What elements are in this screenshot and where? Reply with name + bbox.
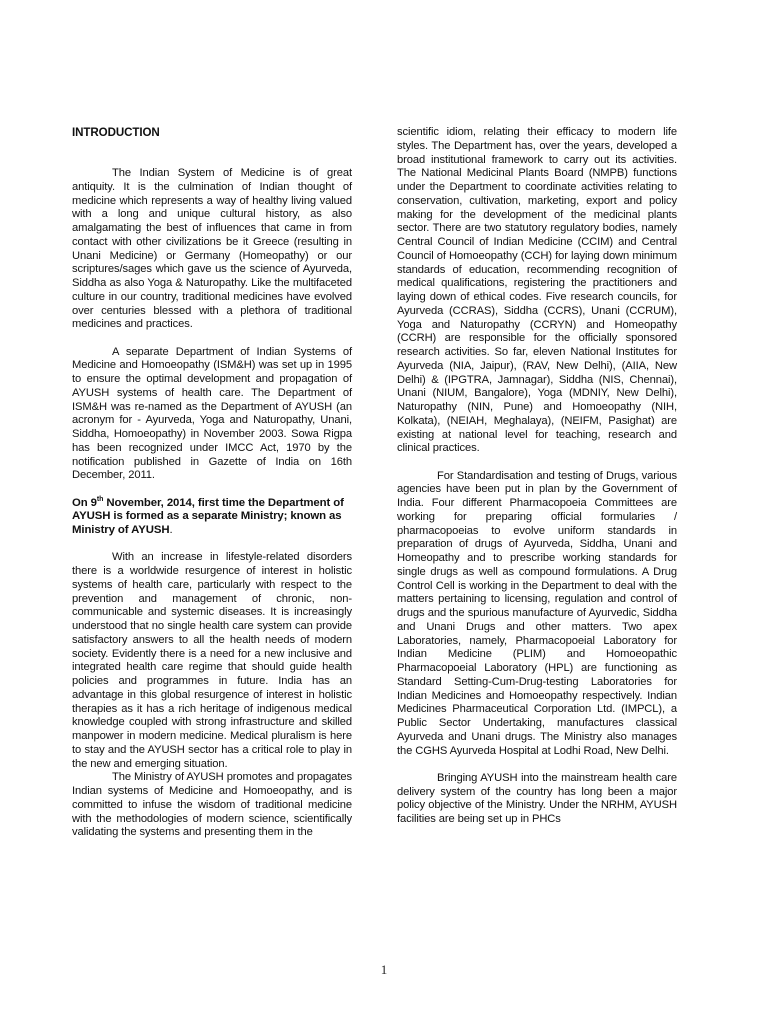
page-number: 1 xyxy=(380,962,388,977)
announcement-prefix: On 9 xyxy=(72,496,97,509)
paragraph-ministry-promotes: The Ministry of AYUSH promotes and propagates Indian systems of Medicine and Homoeopathy, and is committed to infuse the wisdom of traditional medicine with the methodologies of modern science, scientifically validating the systems and presenting them in the xyxy=(72,771,352,839)
paragraph-mainstreaming: Bringing AYUSH into the mainstream health care delivery system of the country has long been a major policy objective of the Ministry. Under the NRHM, AYUSH facilities are being set up in PHCs xyxy=(397,771,677,825)
announcement-body: November, 2014, first time the Department of AYUSH is formed as a separate Ministry; known as Ministry of AYUSH xyxy=(72,496,344,536)
announcement-period: . xyxy=(169,524,173,536)
paragraph-antiquity: The Indian System of Medicine is of great antiquity. It is the culmination of Indian thought of medicine which represents a way of healthy living valued with a long and unique cultural history, as also amalgamating the best of influences that came in from contact with other civilizations be it Greece (resulting in Unani Medicine) or Germany (Homeopathy) or our scriptures/sages which gave us the science of Ayurveda, Siddha as also Yoga & Naturopathy. Like the multifaceted culture in our country, traditional medicines have evolved over centuries blessed with a plethora of traditional medicines and practices. xyxy=(72,167,352,331)
paragraph-department-history: A separate Department of Indian Systems of Medicine and Homoeopathy (ISM&H) was set up in 1995 to ensure the optimal development and propagation of AYUSH systems of health care. The Department of ISM&H was re-named as the Department of AYUSH (an acronym for - Ayurveda, Yoga and Naturopathy, Unani, Siddha, Homoeopathy) in November 2003. Sowa Rigpa has been recognized under IMCC Act, 1970 by the notification published in Gazette of India on 16th December, 2011. xyxy=(72,345,352,482)
paragraph-institutional-framework: scientific idiom, relating their efficacy to modern life styles. The Department has, over the years, developed a broad institutional framework to carry out its activities. The National Medicinal Plants Board (NMPB) functions under the Department to coordinate activities relating to conservation, cultivation, marketing, export and policy making for the development of the medicinal plants sector. There are two statutory regulatory bodies, namely Central Council of Indian Medicine (CCIM) and Central Council of Homoeopathy (CCH) for laying down minimum standards of education, recommending recognition of medical qualifications, registering the practitioners and laying down of ethical codes. Five research councils, for Ayurveda (CCRAS), Siddha (CCRS), Unani (CCRUM), Yoga and Naturopathy (CCRYN) and Homeopathy (CCRH) are responsible for the officially sponsored research activities. So far, eleven National Institutes for Ayurveda (NIA, Jaipur), (RAV, New Delhi), (AIIA, New Delhi) & (IPGTRA, Jamnagar), Siddha (NIS, Chennai), Unani (NIUM, Bangalore), Yoga (MDNIY, New Delhi), Naturopathy (NIN, Pune) and Homoeopathy (NIH, Kolkata), (NEIAH, Meghalaya), (NEIFM, Pasighat) are existing at national level for teaching, research and clinical practices. xyxy=(397,126,677,455)
announcement-superscript: th xyxy=(96,495,104,503)
section-heading: INTRODUCTION xyxy=(72,126,160,139)
paragraph-standardisation: For Standardisation and testing of Drugs, various agencies have been put in plan by the Government of India. Four different Pharmacopoeia Committees are working for preparing official formularies / pharmacopoeias to evolve uniform standards in preparation of drugs of Ayurveda, Siddha, Unani and Homeopathy and to prescribe working standards for single drugs as well as compound formulations. A Drug Control Cell is working in the Department to deal with the matters pertaining to licensing, regulation and control of drugs and the spurious manufacture of Ayurvedic, Siddha and Unani Drugs and other matters. Two apex Laboratories, namely, Pharmacopoeial Laboratory for Indian Medicine (PLIM) and Homoeopathic Pharmacopoeial Laboratory (HPL) are functioning as Standard Setting-Cum-Drug-testing Laboratories for Indian Medicines and Homoeopathy respectively. Indian Medicines Pharmaceutical Corporation Ltd. (IMPCL), a Public Sector Undertaking, manufactures classical Ayurveda and Unani drugs. The Ministry also manages the CGHS Ayurveda Hospital at Lodhi Road, New Delhi. xyxy=(397,469,677,757)
paragraph-lifestyle-disorders: With an increase in lifestyle-related disorders there is a worldwide resurgence of interest in holistic systems of health care, particularly with respect to the prevention and management of chronic, non-communicable and systemic diseases. It is increasingly understood that no single health care system can provide satisfactory answers to all the health needs of modern society. Evidently there is a need for a new inclusive and integrated health care regime that should guide health policies and programmes in future. India has an advantage in this global resurgence of interest in holistic therapies as it has a rich heritage of indigenous medical knowledge coupled with strong infrastructure and skilled manpower in modern medicine. Medical pluralism is here to stay and the AYUSH sector has a critical role to play in the new and emerging situation. xyxy=(72,551,352,770)
right-column xyxy=(397,126,677,827)
left-column xyxy=(72,126,352,840)
ministry-announcement xyxy=(72,497,352,538)
